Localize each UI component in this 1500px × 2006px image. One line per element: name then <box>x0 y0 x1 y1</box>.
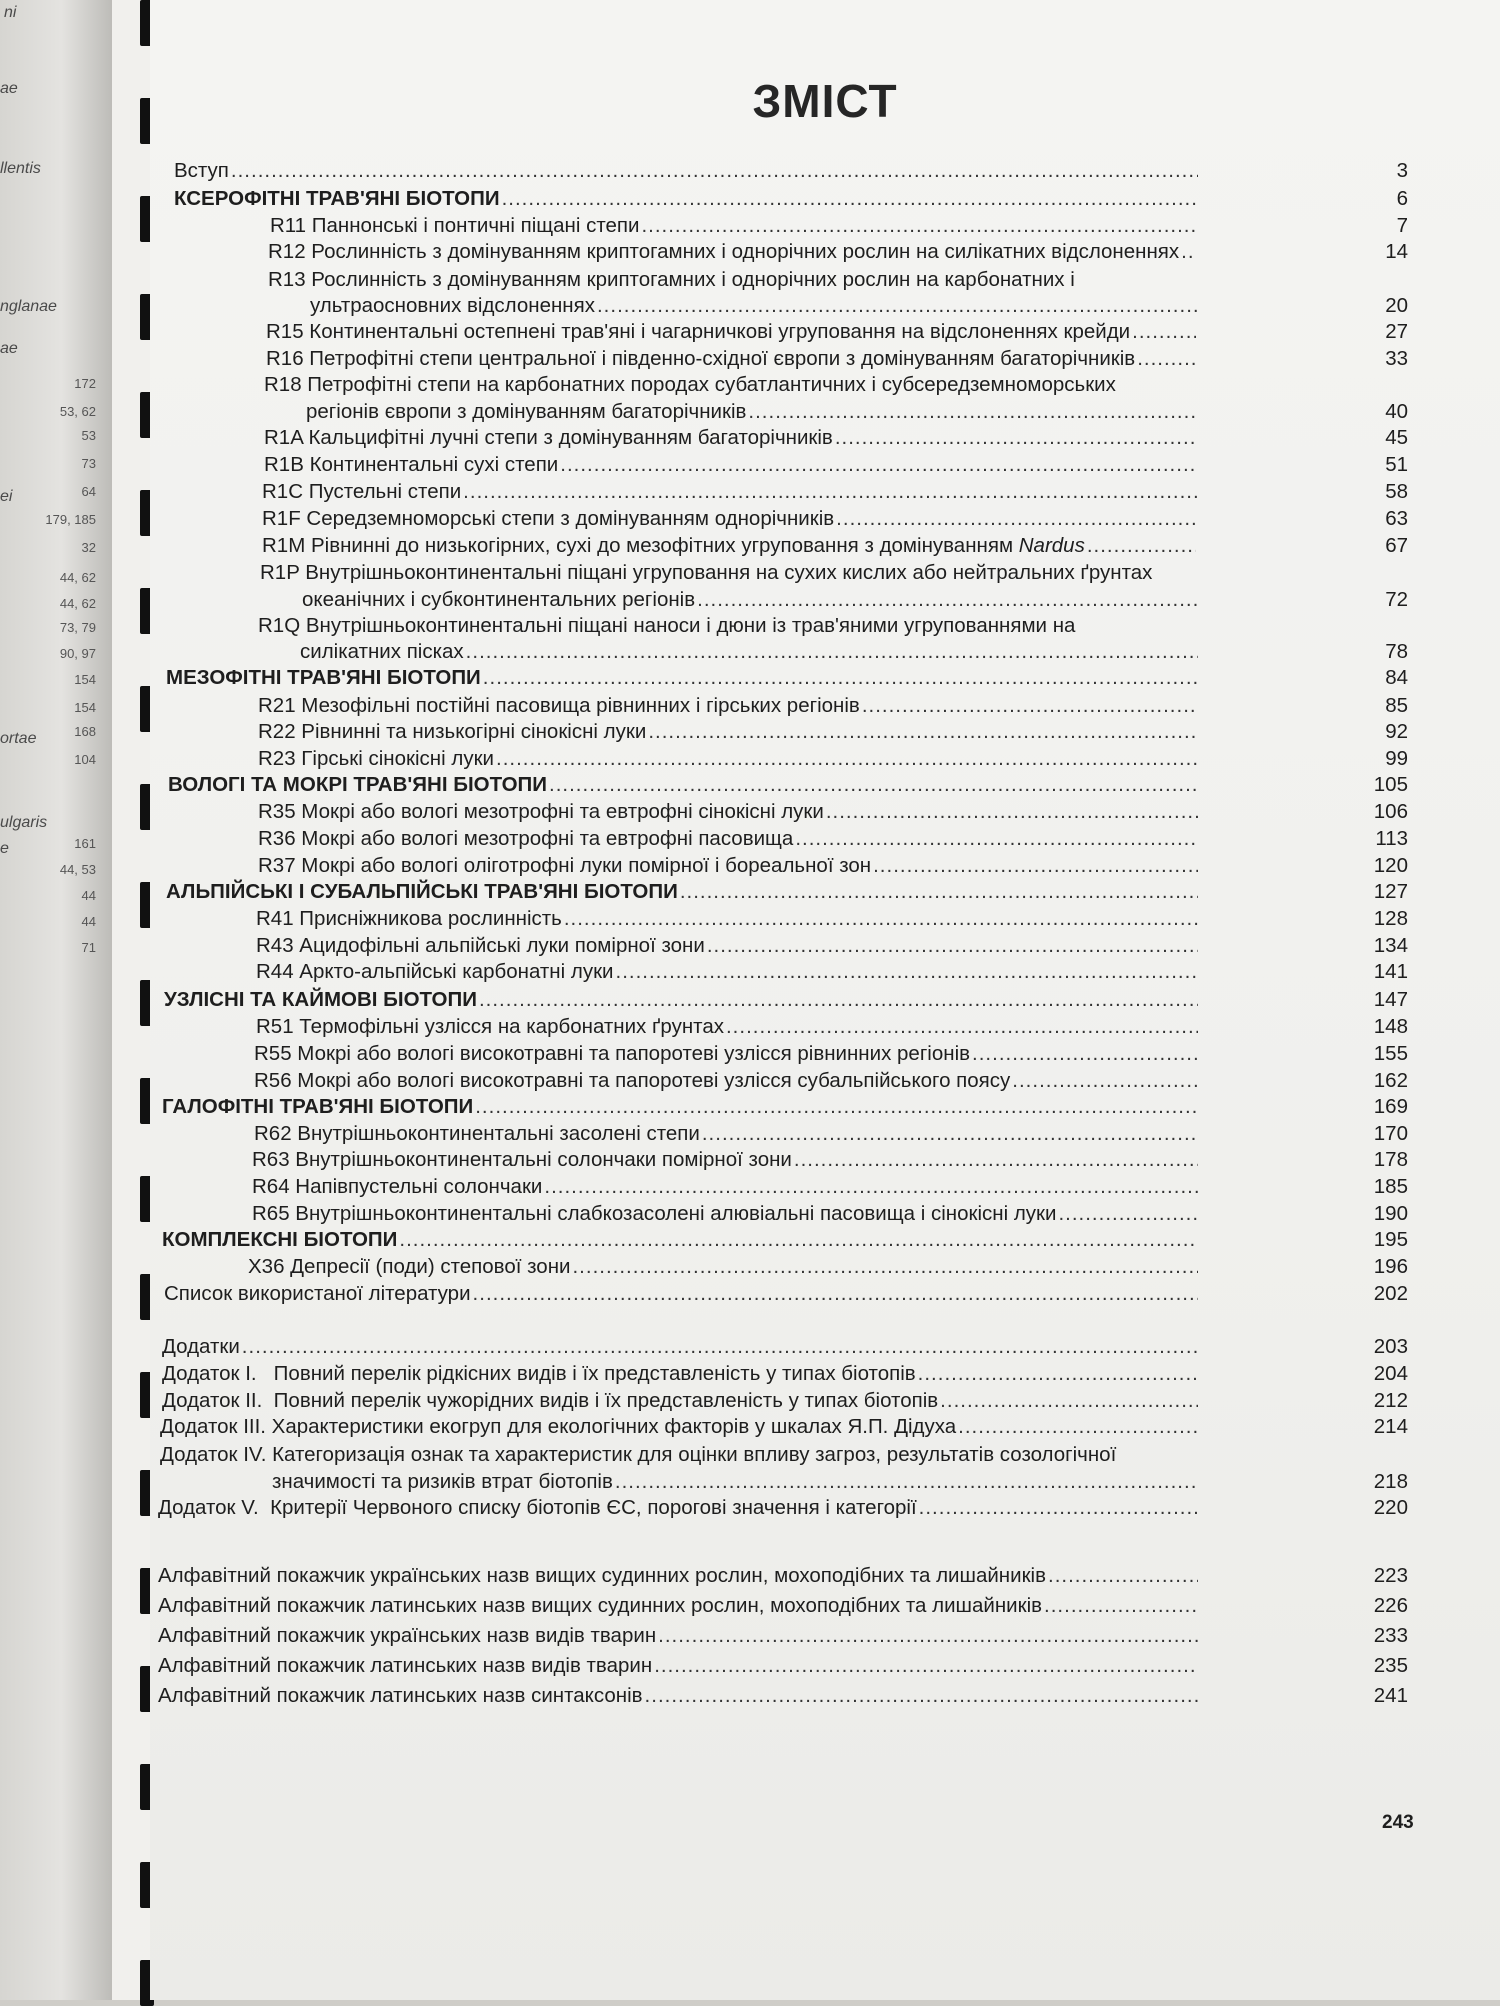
toc-page-number: 190 <box>1373 1202 1408 1225</box>
toc-section-heading <box>162 1228 1202 1252</box>
left-page-number: 104 <box>74 752 96 767</box>
leader-dots <box>862 694 1198 718</box>
toc-entry-label: R1M Рівнинні до низькогірних, сухі до мезофітних угруповання з домінуванням <box>262 534 1014 557</box>
toc-page-number: 78 <box>1385 640 1408 663</box>
left-page-fragment: ortae <box>0 730 37 747</box>
toc-entry <box>272 1470 1202 1494</box>
toc-entry-label: ВОЛОГІ ТА МОКРІ ТРАВ'ЯНІ БІОТОПИ <box>168 773 548 796</box>
leader-dots <box>940 1389 1198 1413</box>
toc-entry <box>266 320 1200 344</box>
toc-entry-label: Додаток III. Характеристики екогруп для екологічних факторів у шкалах Я.П. Дідуха <box>160 1415 957 1438</box>
toc-entry <box>258 694 1202 718</box>
toc-page-number: 235 <box>1373 1654 1408 1677</box>
left-page-number: 44, 62 <box>59 596 96 611</box>
toc-page-number: 14 <box>1385 240 1408 263</box>
leader-dots <box>794 1148 1198 1172</box>
toc-entry-label: Алфавітний покажчик латинських назв видів тварин <box>158 1654 653 1677</box>
leader-dots <box>615 1470 1198 1494</box>
toc-entry <box>254 1042 1202 1066</box>
toc-entry-label: Додаток IV. Категоризація ознак та характеристик для оцінки впливу загроз, результатів созологічної <box>160 1443 1117 1466</box>
toc-entry <box>262 534 1200 558</box>
toc-page-number: 33 <box>1385 347 1408 370</box>
toc-entry-label: R44 Аркто-альпійські карбонатні луки <box>256 960 614 983</box>
left-page-number: 71 <box>81 940 96 955</box>
toc-entry <box>268 240 1200 264</box>
toc-entry-label: ГАЛОФІТНІ ТРАВ'ЯНІ БІОТОПИ <box>162 1095 474 1118</box>
toc-entry <box>258 800 1202 824</box>
toc-entry-label: Додаток V. Критерії Червоного списку біотопів ЄС, порогові значення і категорії <box>158 1496 917 1519</box>
toc-page-number: 233 <box>1373 1624 1408 1647</box>
toc-page-number: 220 <box>1373 1496 1408 1519</box>
toc-entry-label: R43 Ацидофільні альпійські луки помірної зони <box>256 934 705 957</box>
toc-entry <box>248 1255 1202 1279</box>
toc-entry-label: R35 Мокрі або вологі мезотрофні та евтрофні сінокісні луки <box>258 800 824 823</box>
toc-page-number: 51 <box>1385 453 1408 476</box>
toc-entry-label: R37 Мокрі або вологі оліготрофні луки помірної і бореальної зон <box>258 854 872 877</box>
toc-entry-label: Алфавітний покажчик українських назв вищих судинних рослин, мохоподібних та лишайників <box>158 1564 1046 1587</box>
toc-section-heading <box>166 880 1202 904</box>
toc-page-number: 212 <box>1373 1389 1408 1412</box>
toc-page-number: 67 <box>1385 534 1408 557</box>
left-page-number: 44 <box>81 888 96 903</box>
toc-entry <box>160 1415 1202 1439</box>
toc-entry-label: R12 Рослинність з домінуванням криптогамних і однорічних рослин на силікатних відслоненнях <box>268 240 1180 263</box>
toc-entry-label: R11 Паннонські і понтичні піщані степи <box>270 214 640 237</box>
toc-entry-label: значимості та ризиків втрат біотопів <box>272 1470 613 1493</box>
toc-page-number: 196 <box>1373 1255 1408 1278</box>
toc-entry-label: R22 Рівнинні та низькогірні сінокісні луки <box>258 720 647 743</box>
toc-entry <box>158 1624 1202 1648</box>
toc-entry-italic-term: Nardus <box>1018 534 1085 557</box>
leader-dots <box>483 666 1198 690</box>
toc-entry-label: R1C Пустельні степи <box>262 480 462 503</box>
toc-entry-label: Алфавітний покажчик латинських назв вищих судинних рослин, мохоподібних та лишайників <box>158 1594 1043 1617</box>
toc-page-number: 6 <box>1396 187 1408 210</box>
toc-page-number: 169 <box>1373 1095 1408 1118</box>
toc-entry-label: Додаток II. Повний перелік чужорідних видів і їх представленість у типах біотопів <box>162 1389 939 1412</box>
toc-page-number: 185 <box>1373 1175 1408 1198</box>
leader-dots <box>658 1624 1198 1648</box>
left-page-number: 154 <box>74 672 96 687</box>
toc-page-number: 241 <box>1373 1684 1408 1707</box>
toc-entry <box>264 426 1202 450</box>
leader-dots <box>648 720 1198 744</box>
toc-page-number: 214 <box>1373 1415 1408 1438</box>
left-page-number: 73 <box>81 456 96 471</box>
left-page-number: 53 <box>81 428 96 443</box>
left-page-number: 161 <box>74 836 96 851</box>
leader-dots <box>972 1042 1198 1066</box>
leader-dots <box>544 1175 1198 1199</box>
toc-entry <box>262 507 1202 531</box>
toc-entry <box>258 854 1202 878</box>
toc-page-number: 3 <box>1396 159 1408 182</box>
left-page-fragment: llentis <box>0 160 41 177</box>
leader-dots <box>654 1654 1198 1678</box>
leader-dots <box>1132 320 1196 344</box>
toc-section-heading <box>166 666 1202 690</box>
toc-entry <box>262 480 1202 504</box>
left-page-fragment: ulgaris <box>0 814 48 831</box>
toc-entry-label: R1P Внутрішньоконтинентальні піщані угруповання на сухих кислих або нейтральних ґрунтах <box>260 561 1153 584</box>
toc-entry <box>306 400 1202 424</box>
left-page-number: 44, 53 <box>59 862 96 877</box>
left-page-fragment: ni <box>4 4 17 21</box>
toc-entry-label: R1A Кальцифітні лучні степи з домінуванням багаторічників <box>264 426 833 449</box>
toc-entry-label: регіонів європи з домінуванням багаторічників <box>306 400 747 423</box>
toc-page-number: 85 <box>1385 694 1408 717</box>
left-page-fragment: ae <box>0 80 18 97</box>
toc-entry-label: R21 Мезофільні постійні пасовища рівнинних і гірських регіонів <box>258 694 860 717</box>
toc-entry <box>162 1362 1202 1386</box>
left-page-number: 44, 62 <box>59 570 96 585</box>
toc-entry <box>256 1015 1202 1039</box>
leader-dots <box>748 400 1198 424</box>
leader-dots <box>697 588 1198 612</box>
leader-dots <box>564 907 1198 931</box>
leader-dots <box>479 988 1198 1012</box>
toc-section-heading <box>162 1095 1202 1119</box>
leader-dots <box>795 827 1198 851</box>
toc-page-number: 178 <box>1373 1148 1408 1171</box>
toc-entry-label: R56 Мокрі або вологі високотравні та папоротеві узлісся субальпійського поясу <box>254 1069 1011 1092</box>
leader-dots <box>1137 347 1196 371</box>
leader-dots <box>1048 1564 1198 1588</box>
previous-page-edge <box>0 0 112 2000</box>
leader-dots <box>560 453 1198 477</box>
toc-entry-label: R23 Гірські сінокісні луки <box>258 747 495 770</box>
toc-entry-label: силікатних пісках <box>300 640 464 663</box>
toc-page-number: 105 <box>1373 773 1408 796</box>
toc-entry <box>158 1654 1202 1678</box>
leader-dots <box>726 1015 1198 1039</box>
left-page-number: 168 <box>74 724 96 739</box>
toc-entry-label: Додаток I. Повний перелік рідкісних видів і їх представленість у типах біотопів <box>162 1362 916 1385</box>
left-page-number: 73, 79 <box>59 620 96 635</box>
toc-entry-label: АЛЬПІЙСЬКІ І СУБАЛЬПІЙСЬКІ ТРАВ'ЯНІ БІОТОПИ <box>166 880 678 903</box>
toc-section-heading <box>174 187 1202 211</box>
toc-entry <box>258 720 1202 744</box>
toc-page-number: 20 <box>1385 294 1408 317</box>
leader-dots <box>641 214 1198 238</box>
toc-page-number: 218 <box>1373 1470 1408 1493</box>
toc-entry <box>270 214 1202 238</box>
leader-dots <box>463 480 1198 504</box>
toc-page-number: 63 <box>1385 507 1408 530</box>
toc-page-number: 134 <box>1373 934 1408 957</box>
page-title: ЗМІСТ <box>752 75 898 127</box>
toc-page-number: 203 <box>1373 1335 1408 1358</box>
toc-entry-label: R18 Петрофітні степи на карбонатних породах субатлантичних і субсередземноморських <box>264 373 1116 396</box>
toc-entry-label: ультраосновних відслоненнях <box>310 294 595 317</box>
left-page-fragment: nglanae <box>0 298 57 315</box>
toc-entry <box>158 1684 1202 1708</box>
toc-entry <box>162 1335 1202 1359</box>
leader-dots <box>645 1684 1198 1708</box>
toc-entry <box>254 1069 1202 1093</box>
toc-page-number: 120 <box>1373 854 1408 877</box>
toc-page-number: 127 <box>1373 880 1408 903</box>
left-page-number: 53, 62 <box>59 404 96 419</box>
left-page-number: 64 <box>81 484 96 499</box>
leader-dots <box>680 880 1198 904</box>
toc-entry <box>256 960 1202 984</box>
toc-page-number: 141 <box>1373 960 1408 983</box>
toc-entry-label: R63 Внутрішньоконтинентальні солончаки помірної зони <box>252 1148 792 1171</box>
toc-page-number: 113 <box>1375 827 1408 850</box>
leader-dots <box>1087 534 1196 558</box>
toc-entry <box>164 1282 1202 1306</box>
toc-entry-label: R41 Присніжникова рослинність <box>256 907 562 930</box>
toc-entry <box>158 1496 1202 1520</box>
left-page-number: 44 <box>81 914 96 929</box>
toc-page-number: 7 <box>1396 214 1408 237</box>
toc-entry-label: R36 Мокрі або вологі мезотрофні та евтрофні пасовища <box>258 827 794 850</box>
toc-entry <box>302 588 1202 612</box>
leader-dots <box>572 1255 1198 1279</box>
toc-page-number: 147 <box>1373 988 1408 1011</box>
leader-dots <box>473 1282 1198 1306</box>
toc-page-number: 99 <box>1385 747 1408 770</box>
toc-entry <box>310 294 1202 318</box>
toc-entry <box>158 1594 1202 1618</box>
leader-dots <box>707 934 1198 958</box>
leader-dots <box>616 960 1199 984</box>
leader-dots <box>919 1496 1198 1520</box>
toc-page-number: 195 <box>1373 1228 1408 1251</box>
leader-dots <box>231 159 1198 183</box>
leader-dots <box>549 773 1198 797</box>
toc-entry-label: R55 Мокрі або вологі високотравні та папоротеві узлісся рівнинних регіонів <box>254 1042 971 1065</box>
leader-dots <box>958 1415 1198 1439</box>
toc-section-heading <box>168 773 1202 797</box>
leader-dots <box>873 854 1198 878</box>
toc-entry-label: КСЕРОФІТНІ ТРАВ'ЯНІ БІОТОПИ <box>174 187 500 210</box>
left-page-fragment: e <box>0 840 9 857</box>
toc-entry-label: R13 Рослинність з домінуванням криптогамних і однорічних рослин на карбонатних і <box>268 268 1075 291</box>
toc-page-number: 27 <box>1385 320 1408 343</box>
toc-entry <box>264 453 1202 477</box>
leader-dots <box>496 747 1198 771</box>
toc-entry-label: R64 Напівпустельні солончаки <box>252 1175 543 1198</box>
left-page-number: 90, 97 <box>59 646 96 661</box>
toc-page-number: 223 <box>1373 1564 1408 1587</box>
toc-entry <box>266 347 1200 371</box>
toc-page-number: 128 <box>1373 907 1408 930</box>
left-page-fragment: ei <box>0 488 13 505</box>
leader-dots <box>399 1228 1198 1252</box>
toc-entry <box>256 934 1202 958</box>
leader-dots <box>836 507 1198 531</box>
left-page-number: 154 <box>74 700 96 715</box>
toc-entry-label: R16 Петрофітні степи центральної і південно-східної європи з домінуванням багаторічників <box>266 347 1136 370</box>
toc-entry <box>158 1564 1202 1588</box>
toc-page-number: 92 <box>1385 720 1408 743</box>
toc-entry-label: Алфавітний покажчик українських назв видів тварин <box>158 1624 657 1647</box>
toc-entry-label: R15 Континентальні остепнені трав'яні і чагарничкові угруповання на відслоненнях крейди <box>266 320 1131 343</box>
toc-entry <box>252 1175 1202 1199</box>
toc-page-number: 40 <box>1385 400 1408 423</box>
toc-entry <box>254 1122 1202 1146</box>
toc-entry <box>174 159 1202 183</box>
toc-entry-label: Алфавітний покажчик латинських назв синтаксонів <box>158 1684 643 1707</box>
leader-dots <box>1012 1069 1198 1093</box>
toc-entry-label: Вступ <box>174 159 229 182</box>
toc-entry-label: R62 Внутрішньоконтинентальні засолені степи <box>254 1122 700 1145</box>
leader-dots <box>1044 1594 1198 1618</box>
toc-entry-label: Додатки <box>162 1335 240 1358</box>
toc-entry-label: X36 Депресії (поди) степової зони <box>248 1255 571 1278</box>
left-page-number: 172 <box>74 376 96 391</box>
toc-entry-label: R1Q Внутрішньоконтинентальні піщані наноси і дюни із трав'яними угрупованнями на <box>258 614 1076 637</box>
leader-dots <box>475 1095 1198 1119</box>
toc-page-number: 202 <box>1373 1282 1408 1305</box>
leader-dots <box>1181 240 1196 264</box>
toc-entry-label: КОМПЛЕКСНІ БІОТОПИ <box>162 1228 398 1251</box>
toc-entry <box>252 1148 1202 1172</box>
toc-page <box>150 0 1500 2000</box>
toc-page-number: 162 <box>1373 1069 1408 1092</box>
page-number: 243 <box>1382 1812 1414 1833</box>
left-page-number: 32 <box>81 540 96 555</box>
toc-entry-label: МЕЗОФІТНІ ТРАВ'ЯНІ БІОТОПИ <box>166 666 481 689</box>
toc-entry <box>256 907 1202 931</box>
toc-entry-label: R1B Континентальні сухі степи <box>264 453 559 476</box>
leader-dots <box>242 1335 1198 1359</box>
leader-dots <box>702 1122 1198 1146</box>
toc-entry <box>258 747 1202 771</box>
toc-entry <box>162 1389 1202 1413</box>
leader-dots <box>502 187 1198 211</box>
toc-entry-label: океанічних і субконтинентальних регіонів <box>302 588 696 611</box>
toc-entry <box>300 640 1202 664</box>
toc-page-number: 204 <box>1373 1362 1408 1385</box>
leader-dots <box>835 426 1198 450</box>
toc-entry-label: R1F Середземноморські степи з домінуванням однорічників <box>262 507 835 530</box>
toc-page-number: 84 <box>1385 666 1408 689</box>
toc-entry-label: УЗЛІСНІ ТА КАЙМОВІ БІОТОПИ <box>164 988 477 1011</box>
toc-entry-label: Список використаної літератури <box>164 1282 471 1305</box>
toc-section-heading <box>164 988 1202 1012</box>
toc-entry <box>252 1202 1202 1226</box>
left-page-number: 179, 185 <box>45 512 96 527</box>
toc-page-number: 148 <box>1373 1015 1408 1038</box>
toc-page-number: 45 <box>1385 426 1408 449</box>
left-page-fragment: ae <box>0 340 18 357</box>
toc-page-number: 58 <box>1385 480 1408 503</box>
toc-page-number: 106 <box>1373 800 1408 823</box>
leader-dots <box>466 640 1198 664</box>
leader-dots <box>597 294 1198 318</box>
leader-dots <box>918 1362 1198 1386</box>
leader-dots <box>826 800 1198 824</box>
toc-page-number: 170 <box>1373 1122 1408 1145</box>
toc-page-number: 72 <box>1385 588 1408 611</box>
table-of-contents <box>150 0 1500 2000</box>
toc-page-number: 226 <box>1373 1594 1408 1617</box>
toc-entry <box>258 827 1202 851</box>
toc-page-number: 155 <box>1373 1042 1408 1065</box>
toc-entry-label: R65 Внутрішньоконтинентальні слабкозасолені алювіальні пасовища і сінокісні луки <box>252 1202 1057 1225</box>
leader-dots <box>1058 1202 1198 1226</box>
toc-entry-label: R51 Термофільні узлісся на карбонатних ґрунтах <box>256 1015 724 1038</box>
